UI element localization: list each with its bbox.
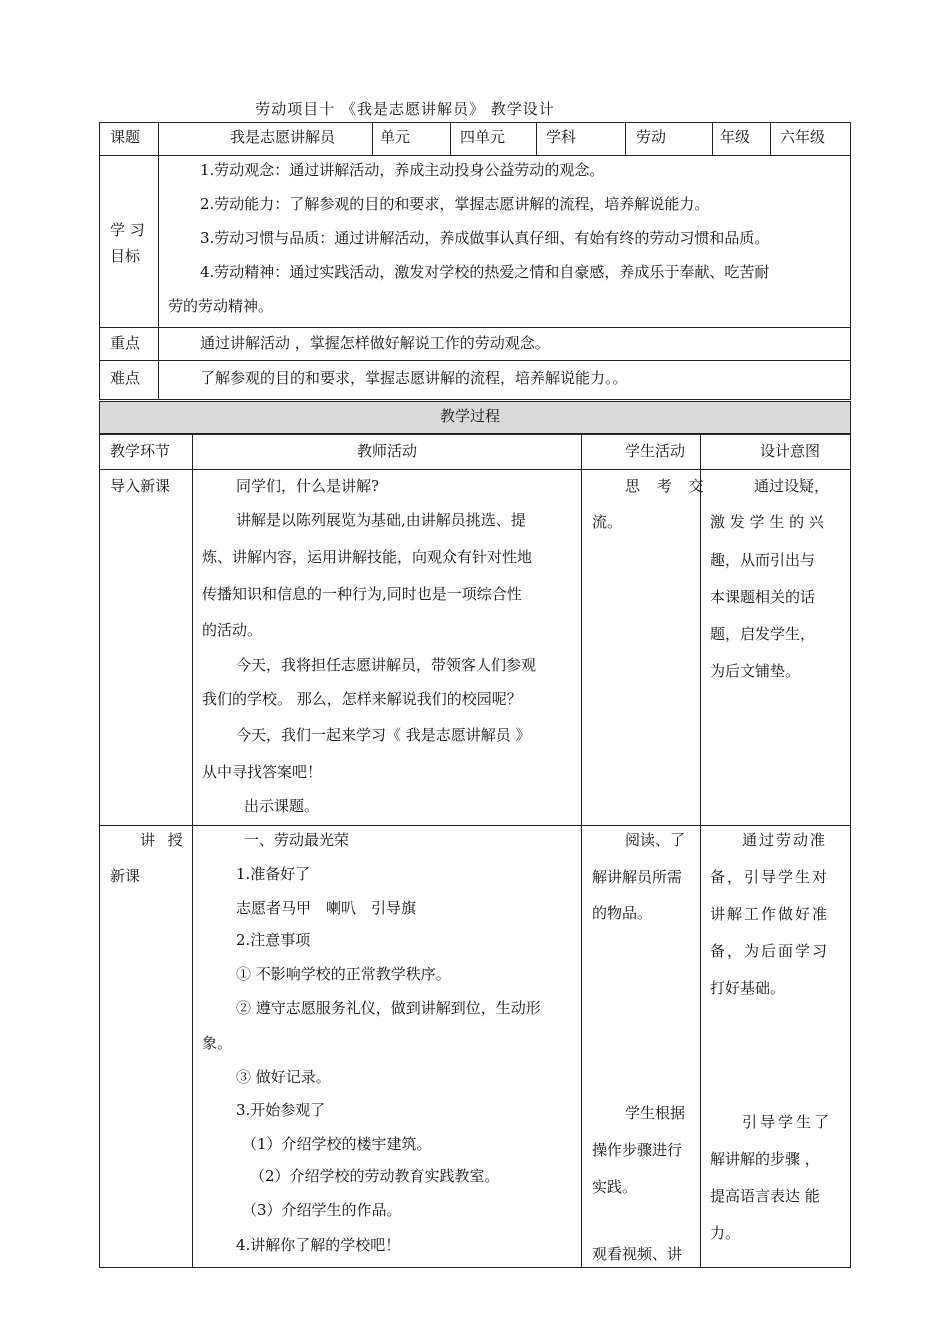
- new-lesson-teacher-line: （2）介绍学校的劳动教育实践教室。: [250, 1167, 500, 1185]
- intro-intent-line: 通过设疑，: [754, 477, 830, 495]
- divider: [372, 122, 373, 156]
- subject-value: 劳动: [636, 128, 667, 146]
- new-lesson-student-line: 实践。: [592, 1178, 638, 1196]
- new-lesson-teacher-line: ③ 做好记录。: [236, 1068, 331, 1086]
- new-lesson-teacher-line: 3.开始参观了: [236, 1101, 326, 1119]
- new-lesson-student-line: 操作步骤进行: [592, 1141, 683, 1159]
- grade-value: 六年级: [780, 128, 826, 146]
- intro-teacher-line: 今天，我们一起来学习《 我是志愿讲解员 》: [236, 726, 531, 744]
- intro-teacher-line: 从中寻找答案吧！: [202, 763, 323, 781]
- divider: [99, 469, 851, 470]
- new-lesson-intent-line: 提高语言表达 能: [710, 1187, 820, 1205]
- difficulty-text: 了解参观的目的和要求，掌握志愿讲解的流程，培养解说能力。。: [200, 369, 628, 387]
- intro-student-line: 流。: [592, 513, 623, 531]
- divider: [450, 122, 451, 156]
- new-lesson-student-line: 的物品。: [592, 904, 653, 922]
- new-lesson-intent-line: 解讲解的步骤 ，: [710, 1150, 820, 1168]
- column-header: 教师活动: [357, 442, 418, 460]
- objective-item: 3.劳动习惯与品质：通过讲解活动，养成做事认真仔细、有始有终的劳动习惯和品质。: [200, 229, 770, 247]
- divider: [158, 122, 159, 400]
- new-lesson-teacher-line: 象。: [202, 1034, 233, 1052]
- new-lesson-teacher-line: （3）介绍学生的作品。: [242, 1201, 402, 1219]
- new-lesson-intent-line: 力。: [710, 1224, 741, 1242]
- objectives-label: 目标: [110, 247, 141, 265]
- intro-stage: 导入新课: [110, 477, 171, 495]
- divider: [99, 360, 851, 361]
- intro-intent-line: 为后文铺垫。: [710, 662, 801, 680]
- intro-teacher-line: 的活动。: [202, 621, 263, 639]
- new-lesson-intent-line: 引导学生了: [742, 1113, 833, 1131]
- new-lesson-intent-line: 讲解工作做好准: [710, 905, 830, 923]
- new-lesson-intent-line: 备，引导学生对: [710, 868, 830, 886]
- intro-teacher-line: 讲解是以陈列展览为基础,由讲解员挑选、提: [236, 511, 526, 529]
- key-point-text: 通过讲解活动 ，掌握怎样做好解说工作的劳动观念。: [200, 334, 550, 352]
- divider: [536, 122, 537, 156]
- column-header: 学生活动: [625, 442, 686, 460]
- divider: [99, 327, 851, 328]
- new-lesson-intent-line: 通过劳动准: [742, 831, 828, 849]
- objective-item: 4.劳动精神：通过实践活动，激发对学校的热爱之情和自豪感，养成乐于奉献、吃苦耐: [200, 263, 770, 281]
- unit-label: 单元: [380, 128, 411, 146]
- new-lesson-teacher-line: ② 遵守志愿服务礼仪，做到讲解到位，生动形: [236, 999, 541, 1017]
- page-title: 劳动项目十 《我是志愿讲解员》 教学设计: [255, 100, 555, 118]
- intro-intent-line: 激 发 学 生 的 兴: [710, 513, 824, 531]
- divider: [625, 122, 626, 156]
- intro-teacher-line: 我们的学校。 那么，怎样来解说我们的校园呢？: [202, 690, 522, 708]
- new-lesson-teacher-line: 一、劳动最光荣: [244, 831, 350, 849]
- column-header: 教学环节: [110, 442, 171, 460]
- new-lesson-teacher-line: （1）介绍学校的楼宇建筑。: [242, 1135, 432, 1153]
- intro-teacher-line: 传播知识和信息的一种行为,同时也是一项综合性: [202, 585, 522, 603]
- divider: [99, 825, 851, 826]
- divider: [700, 434, 701, 1268]
- grade-label: 年级: [720, 128, 751, 146]
- new-lesson-intent-line: 备，为后面学习: [710, 942, 830, 960]
- intro-teacher-line: 炼、讲解内容，运用讲解技能，向观众有针对性地: [202, 548, 533, 566]
- intro-teacher-line: 出示课题。: [244, 797, 320, 815]
- intro-intent-line: 本课题相关的话: [710, 588, 816, 606]
- column-header: 设计意图: [760, 442, 821, 460]
- new-lesson-student-line: 观看视频、讲: [592, 1245, 683, 1263]
- objective-item: 2.劳动能力：了解参观的目的和要求，掌握志愿讲解的流程，培养解说能力。: [200, 195, 710, 213]
- intro-teacher-line: 今天，我将担任志愿讲解员，带领客人们参观: [236, 656, 537, 674]
- new-lesson-student-line: 阅读、了: [625, 831, 686, 849]
- intro-intent-line: 题，启发学生，: [710, 625, 816, 643]
- key-point-label: 重点: [110, 334, 141, 352]
- new-lesson-teacher-line: ① 不影响学校的正常教学秩序。: [236, 965, 451, 983]
- intro-intent-line: 趣，从而引出与: [710, 551, 816, 569]
- new-lesson-teacher-line: 4.讲解你了解的学校吧！: [236, 1236, 401, 1254]
- new-lesson-teacher-line: 2.注意事项: [236, 931, 311, 949]
- new-lesson-student-line: 学生根据: [625, 1104, 686, 1122]
- divider: [712, 122, 713, 156]
- new-lesson-teacher-line: 1.准备好了: [236, 865, 311, 883]
- new-lesson-stage: 新课: [110, 867, 141, 885]
- new-lesson-stage: 讲 授: [140, 831, 187, 849]
- new-lesson-student-line: 解讲解员所需: [592, 868, 683, 886]
- divider: [770, 122, 771, 156]
- divider: [581, 434, 582, 1268]
- lesson-label: 课题: [110, 128, 141, 146]
- new-lesson-teacher-line: 志愿者马甲 喇叭 引导旗: [236, 899, 417, 917]
- divider: [99, 155, 851, 156]
- lesson-value: 我是志愿讲解员: [230, 128, 336, 146]
- objective-item: 1.劳动观念：通过讲解活动，养成主动投身公益劳动的观念。: [200, 161, 605, 179]
- intro-teacher-line: 同学们，什么是讲解?: [236, 477, 380, 495]
- unit-value: 四单元: [460, 128, 506, 146]
- difficulty-label: 难点: [110, 369, 141, 387]
- objective-item: 劳的劳动精神。: [168, 297, 274, 315]
- divider: [192, 434, 193, 1268]
- new-lesson-intent-line: 打好基础。: [710, 979, 786, 997]
- objectives-label: 学 习: [110, 221, 145, 239]
- process-heading: 教学过程: [440, 407, 501, 425]
- subject-label: 学科: [546, 128, 577, 146]
- intro-student-line: 思 考 交: [625, 477, 710, 495]
